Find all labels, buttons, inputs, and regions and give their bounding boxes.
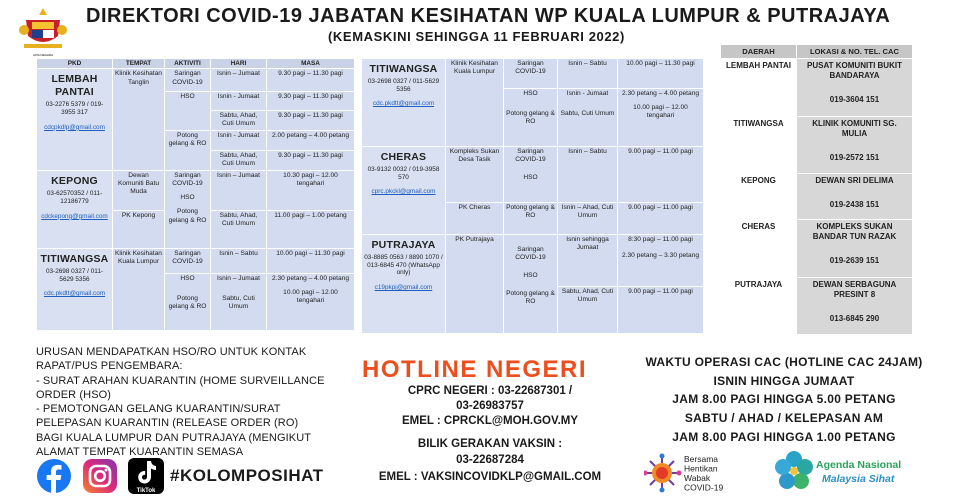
pkd-name: LEMBAH PANTAI: [51, 73, 98, 99]
col-tempat: TEMPAT: [113, 59, 165, 69]
virus-icon: [644, 454, 682, 493]
hari-cell: Isnin – Sabtu: [558, 59, 618, 89]
hari-cell: [558, 89, 618, 147]
aktiviti-item: HSO: [180, 194, 195, 202]
aktiviti-item: Potong gelang & RO: [168, 208, 207, 224]
masa-item: 2.30 petang – 4.00 petang: [272, 275, 349, 283]
cac-daerah: LEMBAH PANTAI: [721, 59, 797, 116]
urusan-line: BAGI KUALA LUMPUR DAN PUTRAJAYA (MENGIKUT: [36, 431, 312, 444]
masa-cell: 9.00 pagi – 11.00 pagi: [618, 147, 704, 203]
masa-item: 2.30 petang – 3.30 petang: [622, 252, 699, 260]
urusan-line: ALAMAT TEMPAT KUARANTIN SEMASA: [36, 446, 244, 459]
pkd-tel: 03-8885 0563 / 8890 1070 / 013-6845 470 (WhatsApp only): [364, 253, 443, 277]
masa-item: 8:30 pagi – 11.00 pagi: [628, 236, 693, 243]
masa-item: 2.30 petang – 4.00 petang: [622, 90, 699, 97]
aktiviti-item: HSO: [523, 174, 538, 182]
bersama-line: Wabak: [684, 473, 711, 483]
tempat-cell: Klinik Kesihatan Kuala Lumpur: [446, 59, 504, 147]
aktiviti-item: Potong gelang & RO: [506, 110, 555, 126]
aktiviti-cell: [504, 147, 558, 203]
waktu-line: WAKTU OPERASI CAC (HOTLINE CAC 24JAM): [645, 355, 923, 369]
bersama-line: Hentikan: [684, 463, 718, 474]
tempat-cell: PK Cheras: [446, 203, 504, 235]
urusan-line: PELEPASAN KUARANTIN (RELEASE ORDER (RO): [36, 417, 299, 430]
masa-cell: 10.00 pagi – 11.30 pagi: [267, 249, 355, 274]
aktiviti-item: Saringan COVID-19: [515, 246, 546, 262]
hibiscus-icon: [775, 451, 813, 489]
hotline-bilik-tel: 03-22687284: [456, 454, 524, 466]
pkd-putrajaya: [362, 235, 446, 334]
hotline-cprc-2: 03-26983757: [456, 400, 524, 412]
hari-cell: Isnin – Sabtu: [211, 249, 267, 274]
cac-lokasi: [797, 116, 913, 173]
hari-item: Sabtu, Cuti Umum: [222, 295, 255, 311]
tempat-cell: Kompleks Sukan Desa Tasik: [446, 147, 504, 203]
hari-cell: Sabtu, Ahad, Cuti Umum: [211, 111, 267, 131]
cac-lokasi: [797, 59, 913, 116]
pkd-lembah-pantai: [37, 69, 113, 171]
aktiviti-cell: [165, 171, 211, 249]
aktiviti-cell: [504, 89, 558, 147]
waktu-line: SABTU / AHAD / KELEPASAN AM: [684, 411, 884, 426]
tempat-cell: Dewan Komuniti Batu Muda: [113, 171, 165, 211]
waktu-line: ISNIN HINGGA JUMAAT: [713, 373, 855, 388]
page-title: DIREKTORI COVID-19 JABATAN KESIHATAN WP KUALA LUMPUR & PUTRAJAYA: [86, 5, 891, 27]
col-daerah: DAERAH: [721, 45, 797, 59]
facebook-icon[interactable]: [36, 458, 72, 494]
hari-cell: Isnin sehingga Jumaat: [558, 235, 618, 287]
masa-cell: 10.30 pagi – 12.00 tengahari: [267, 171, 355, 211]
hotline-title: HOTLINE NEGERI: [362, 356, 588, 383]
aktiviti-item: HSO: [523, 90, 538, 97]
hari-cell: Sabtu, Ahad, Cuti Umum: [211, 151, 267, 171]
aktiviti-cell: [165, 274, 211, 331]
pkd-tel: 03-2276 5379 / 019-3955 317: [45, 101, 104, 116]
hotline-vaksin-email: EMEL : VAKSINCOVIDKLP@GMAIL.COM: [378, 471, 602, 483]
hari-item: Isnin - Jumaat: [566, 90, 609, 97]
agenda-line-2: Malaysia Sihat: [822, 473, 895, 485]
pkd-email-link[interactable]: cdc.pkdtt@gmail.com: [372, 100, 435, 108]
waktu-line: JAM 8.00 PAGI HINGGA 5.00 PETANG: [672, 392, 896, 407]
agenda-nasional-logo: [770, 448, 930, 494]
masa-cell: 11.00 pagi – 1.00 petang: [267, 211, 355, 249]
urusan-line: RAPAT/PUS PENGEMBARA:: [36, 360, 183, 373]
cac-daerah: CHERAS: [721, 220, 797, 277]
bersama-line: Bersama: [684, 454, 719, 464]
left-schedule-table: [36, 58, 355, 331]
cac-lokasi-name: DEWAN SERBAGUNA PRESINT 8: [812, 279, 897, 299]
tiktok-icon[interactable]: [128, 458, 164, 494]
urusan-line: ORDER (HSO): [36, 388, 112, 401]
cac-phone: 019-3604 151: [829, 95, 880, 105]
pkd-tel: 03-2698 0327 / 011-5629 5356: [367, 77, 440, 93]
hari-cell: Sabtu, Ahad, Cuti Umum: [211, 211, 267, 249]
hari-item: Isnin – Jumaat: [217, 275, 260, 283]
pkd-kepong: [37, 171, 113, 249]
aktiviti-cell: Saringan COVID-19: [504, 59, 558, 89]
aktiviti-item: HSO: [523, 272, 538, 280]
pkd-tel: 03-62570352 / 011-12186779: [46, 190, 103, 205]
pkd-name: TITIWANGSA: [369, 63, 438, 75]
cac-phone: 013-6845 290: [829, 313, 880, 323]
bersama-hentikan-covid-logo: [644, 452, 762, 494]
hotline-bilik: BILIK GERAKAN VAKSIN :: [417, 438, 563, 450]
cac-lokasi: [797, 220, 913, 277]
aktiviti-cell: Potong gelang & RO: [504, 203, 558, 235]
masa-cell: 2.00 petang – 4.00 petang: [267, 131, 355, 151]
pkd-tel: 03-9132 0032 / 019-3958 570: [367, 165, 440, 181]
col-masa: MASA: [267, 59, 355, 69]
bersama-line: COVID-19: [684, 482, 724, 493]
pkd-cheras: [362, 147, 446, 235]
urusan-line: - PEMOTONGAN GELANG KUARANTIN/SURAT: [36, 403, 281, 416]
masa-cell: 10.00 pagi – 11.30 pagi: [618, 59, 704, 89]
masa-item: 10.00 pagi – 12.00 tengahari: [283, 289, 338, 305]
aktiviti-item: Potong gelang & RO: [506, 290, 555, 306]
pkd-email-link[interactable]: cdcpkdlp@gmail.com: [44, 123, 105, 131]
aktiviti-cell: HSO: [165, 91, 211, 131]
col-aktiviti: AKTIVITI: [165, 59, 211, 69]
masa-cell: 9.30 pagi – 11.30 pagi: [267, 69, 355, 91]
pkd-tel: 03-2698 0327 / 011-5629 5356: [45, 267, 104, 283]
cac-phone: 019-2639 151: [829, 256, 880, 266]
coat-of-arms-icon: [18, 6, 68, 58]
tempat-cell: PK Kepong: [113, 211, 165, 249]
hotline-email: EMEL : CPRCKL@MOH.GOV.MY: [401, 415, 579, 427]
col-hari: HARI: [211, 59, 267, 69]
masa-cell: 9.00 pagi – 11.00 pagi: [618, 287, 704, 334]
tempat-cell: Klinik Kesihatan Kuala Lumpur: [113, 249, 165, 331]
masa-cell: 9.30 pagi – 11.30 pagi: [267, 151, 355, 171]
hari-cell: Isnin – Jumaat: [211, 69, 267, 91]
pkd-email-link[interactable]: c19pkpj@gmail.com: [374, 284, 433, 292]
hotline-cprc: CPRC NEGERI : 03-22687301 /: [407, 385, 573, 397]
hari-cell: Isnin – Ahad, Cuti Umum: [558, 203, 618, 235]
cac-lokasi: [797, 174, 913, 220]
pkd-email-link[interactable]: cdc.pkdtt@gmail.com: [43, 290, 106, 298]
agenda-line-1: Agenda Nasional: [816, 459, 902, 471]
waktu-operasi: [628, 353, 940, 447]
masa-cell: 9.30 pagi – 11.30 pagi: [267, 111, 355, 131]
cac-lokasi-name: KLINIK KOMUNITI SG. MULIA: [812, 118, 897, 138]
hari-cell: Isnin - Jumaat: [211, 91, 267, 111]
col-pkd: PKD: [37, 59, 113, 69]
cac-phone: 019-2438 151: [829, 200, 880, 210]
hari-cell: Isnin - Jumaat: [211, 131, 267, 151]
cac-table: [720, 44, 913, 335]
aktiviti-cell: Potong gelang & RO: [165, 131, 211, 171]
cac-daerah: TITIWANGSA: [721, 116, 797, 173]
pkd-titiwangsa: [362, 59, 446, 147]
aktiviti-item: Saringan COVID-19: [172, 172, 203, 188]
urusan-line: - SURAT ARAHAN KUARANTIN (HOME SURVEILLANCE: [36, 374, 325, 387]
hari-cell: Isnin – Sabtu: [558, 147, 618, 203]
aktiviti-item: Saringan COVID-19: [515, 148, 546, 164]
hari-cell: Isnin – Jumaat: [211, 171, 267, 211]
tempat-cell: Klinik Kesihatan Tanglin: [113, 69, 165, 171]
urusan-notice: [36, 345, 336, 459]
pkd-name: PUTRAJAYA: [371, 239, 436, 251]
aktiviti-item: Potong gelang & RO: [168, 295, 207, 311]
middle-schedule-table: [361, 58, 704, 334]
masa-cell: [267, 274, 355, 331]
logo-caption: JATA NEGARA: [32, 53, 54, 57]
pkd-titiwangsa: [37, 249, 113, 331]
cac-daerah: KEPONG: [721, 174, 797, 220]
pkd-name: CHERAS: [380, 151, 427, 163]
aktiviti-cell: Saringan COVID-19: [165, 69, 211, 91]
cac-lokasi-name: PUSAT KOMUNITI BUKIT BANDARAYA: [807, 61, 902, 81]
cac-lokasi: [797, 277, 913, 334]
aktiviti-cell: Saringan COVID-19: [165, 249, 211, 274]
pkd-name: TITIWANGSA: [40, 253, 109, 266]
pkd-email-link[interactable]: cprc.pkckl@gmail.com: [371, 188, 436, 196]
hari-item: Sabtu, Cuti Umum: [560, 110, 615, 118]
masa-cell: [618, 89, 704, 147]
masa-cell: 9.00 pagi – 11.00 pagi: [618, 203, 704, 235]
aktiviti-cell: [504, 235, 558, 334]
hashtag: #KOLOMPOSIHAT: [170, 466, 324, 485]
masa-cell: [618, 235, 704, 287]
hari-cell: [211, 274, 267, 331]
pkd-email-link[interactable]: cdckepong@gmail.com: [41, 212, 108, 220]
pkd-name: KEPONG: [51, 175, 98, 188]
waktu-line: JAM 8.00 PAGI HINGGA 1.00 PETANG: [672, 429, 896, 444]
cac-lokasi-name: KOMPLEKS SUKAN BANDAR TUN RAZAK: [812, 222, 897, 242]
tempat-cell: PK Putrajaya: [446, 235, 504, 334]
masa-item: 10.00 pagi – 12.00 tengahari: [633, 104, 688, 120]
cac-phone: 019-2572 151: [829, 152, 880, 162]
masa-cell: 9.30 pagi – 11.30 pagi: [267, 91, 355, 111]
cac-lokasi-name: DEWAN SRI DELIMA: [815, 176, 894, 186]
col-lokasi: LOKASI & NO. TEL. CAC: [797, 45, 913, 59]
hari-cell: Sabtu, Ahad, Cuti Umum: [558, 287, 618, 334]
tiktok-label: TikTok: [136, 488, 156, 494]
instagram-icon[interactable]: [82, 458, 118, 494]
cac-daerah: PUTRAJAYA: [721, 277, 797, 334]
aktiviti-item: HSO: [180, 275, 195, 283]
page-subtitle: (KEMASKINI SEHINGGA 11 FEBRUARI 2022): [328, 29, 625, 44]
urusan-line: URUSAN MENDAPATKAN HSO/RO UNTUK KONTAK: [36, 346, 307, 358]
